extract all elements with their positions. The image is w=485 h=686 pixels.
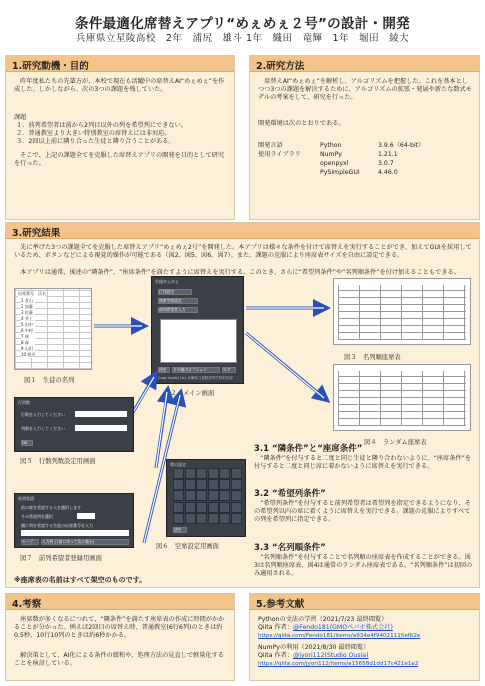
figure-1-spreadsheet	[14, 288, 92, 370]
seat-toggle-button[interactable]	[231, 490, 242, 501]
figure-6-seat-window	[166, 459, 246, 537]
section-4-finding: 座席数が多くなるにつれて、“隣条件”を満たす座席表の作成に時間がかかることが分かった。例えば2回目の席替え時、普通教室(6行6列)のときは約0.5秒、10行10列のときは約6秒かかる。	[14, 616, 225, 640]
seat-toggle-button[interactable]	[208, 490, 219, 501]
figure-6-caption: 図６ 空席設定用画面	[156, 543, 219, 550]
seat-toggle-button[interactable]	[185, 513, 196, 524]
figure-1-caption: 図１ 生徒の名列	[24, 377, 75, 384]
seat-toggle-button[interactable]	[196, 468, 207, 479]
subsection-3-1-title: 3.1 “隣条件”と“座席条件”	[254, 444, 363, 454]
env-version-3: 3.0.7	[378, 160, 394, 167]
env-version-4: 4.46.0	[378, 169, 398, 176]
reference-1-title: Pythonの文法の学習（2021/7/23 最終閲覧）	[258, 616, 388, 623]
fig1-rows	[21, 298, 35, 358]
seat-toggle-button[interactable]	[231, 502, 242, 513]
env-version-1: 3.9.6（64-bit）	[378, 142, 425, 149]
poster-authors: 兵庫県立星陵高校 2年 浦尻 雄斗 1年 織田 竜輝 1年 堀田 綾大	[75, 33, 410, 44]
fig7-label-2: その希望列を選択	[21, 514, 53, 519]
reference-1-url[interactable]: https://qiita.com/Fendo181/items/a934e4f94021115efb2e	[258, 633, 421, 639]
seat-toggle-button[interactable]	[173, 502, 184, 513]
figure-7-front-window	[14, 493, 134, 548]
env-row-4	[258, 169, 474, 177]
section-3-panel	[5, 222, 480, 588]
section-3-heading: 3.研究結果	[6, 223, 479, 239]
fig1-row: 9 山田	[21, 346, 33, 351]
section-1-intro: 昨年度私たちの先輩方が、本校で現在も活躍中の席替えAI“めぇめぇ”を作成した。しかしながら、次の3つの課題を残していた。	[14, 78, 225, 94]
fig5-col-input[interactable]	[75, 425, 127, 431]
env-row-1	[258, 142, 474, 150]
issues-title: 課題	[14, 114, 27, 121]
fig5-row-input[interactable]	[75, 411, 127, 417]
figure-2-main-window	[151, 276, 244, 384]
figure-4-caption: 図４ ランダム座席表	[364, 439, 427, 446]
figure-7-caption: 図７ 前列希望者登録用画面	[20, 555, 102, 562]
seat-toggle-button[interactable]	[185, 479, 196, 490]
fig7-label-1: 前の席を希望する人を選択します	[21, 505, 81, 510]
figure-4-random-table	[333, 364, 471, 431]
reference-1-author-link[interactable]: @Fendo181(GMOペパボ株式会社)	[293, 624, 393, 631]
reference-1-author-label: Qiita 作者：	[258, 624, 294, 631]
seat-toggle-button[interactable]	[196, 490, 207, 501]
fig1-row: 2 加藤	[21, 304, 33, 309]
section-3-conditions: 本アプリは通常、後述の“隣条件”、“座席条件”を満たすように席替えを実行する。このとき、さらに“希望列条件”や“名列順条件”を付け加えることもできる。	[14, 269, 460, 276]
seat-toggle-button[interactable]	[196, 513, 207, 524]
issue-2: ２．普通教室より大きい特別教室の席替えには非対応。	[16, 130, 171, 137]
seat-toggle-button[interactable]	[196, 502, 207, 513]
fig2-button-options[interactable]: その他のオプション	[172, 367, 220, 373]
env-name-2: NumPy	[320, 151, 342, 158]
fig1-row: 7 林	[21, 334, 29, 339]
seat-toggle-button[interactable]	[185, 490, 196, 501]
subsection-3-2-title: 3.2 “希望列条件”	[254, 489, 326, 499]
fig5-ok-button[interactable]: OK	[21, 440, 33, 446]
figure-2-caption: 図２ メイン画面	[164, 390, 215, 397]
seat-toggle-button[interactable]	[185, 502, 196, 513]
seat-toggle-button[interactable]	[173, 479, 184, 490]
subsection-3-2-text: “希望列条件”を付与すると前列希望者は希望列を指定できるようになり、その希望列以内の席に着くように席替えを実行できる。課題の克服によりすべての列を希望列に指定できる。	[254, 500, 471, 524]
figure-5-caption: 図５ 行数列数設定用画面	[20, 458, 96, 465]
reference-2-title: NumPyの利用（2021/8/30 最終閲覧）	[258, 644, 370, 651]
fig5-col-label: 列数を入力してください	[21, 426, 65, 431]
figure-3-caption: 図３ 名列順座席表	[344, 354, 401, 361]
issue-1: １．前列希望者は前から2列目以外の列を希望列にできない。	[16, 122, 187, 129]
section-4-heading: 4.考察	[6, 594, 234, 610]
section-2-env-intro: 開発環境は次のとおりである。	[258, 120, 345, 127]
fig1-row: 1 青山	[21, 298, 33, 303]
reference-2-author-link[interactable]: @jyori112(Studio Ousia)	[293, 652, 369, 659]
fig7-save-button[interactable]: セーブ	[21, 539, 39, 545]
fig1-row: 10 渡辺	[21, 352, 36, 357]
env-row-2	[258, 151, 474, 159]
reference-1-author	[258, 624, 474, 632]
fig1-header: 出席番号 氏名	[18, 291, 46, 296]
section-1-heading: 1.研究動機・目的	[6, 56, 234, 72]
seat-toggle-button[interactable]	[231, 468, 242, 479]
fig2-button-rowcol[interactable]: 行列設定	[158, 289, 192, 295]
seat-toggle-button[interactable]	[231, 513, 242, 524]
fig1-row: 8 森	[21, 340, 29, 345]
fig7-number-input[interactable]	[21, 530, 129, 536]
fig7-row-select[interactable]	[77, 513, 95, 519]
fig7-label-3: 順に列を希望する生徒の出席番号を入力	[21, 523, 93, 528]
fig7-window-title: 前列希望	[18, 496, 34, 501]
fig2-button-decide[interactable]: 決定	[158, 367, 170, 373]
section-5-heading: 5.参考文献	[250, 594, 479, 610]
section-2-heading: 2.研究方法	[250, 56, 479, 72]
poster-title: 条件最適化席替えアプリ“めぇめぇ２号”の設計・開発	[75, 16, 410, 32]
seat-toggle-button[interactable]	[219, 468, 230, 479]
seat-toggle-button[interactable]	[173, 490, 184, 501]
env-name-4: PySimpleGUI	[320, 169, 360, 176]
section-5-panel	[249, 593, 480, 681]
section-4-solution: 解決策として、AI化による条件の緩和や、処理方法の見直しで軽量化することを検討している。	[14, 652, 224, 668]
reference-2-author	[258, 652, 474, 660]
fictional-names-note: ※座席表の名前はすべて架空のものです。	[14, 576, 147, 584]
env-version-2: 1.21.1	[378, 151, 398, 158]
seat-toggle-button[interactable]	[208, 468, 219, 479]
fig1-row: 6 中村	[21, 328, 33, 333]
seat-toggle-button[interactable]	[196, 479, 207, 490]
section-1-goal: そこで、上記の課題全てを克服した席替えアプリの開発を目的として研究を行った。	[14, 152, 225, 168]
env-name-3: openpyxl	[320, 160, 349, 167]
seat-toggle-button[interactable]	[208, 479, 219, 490]
fig2-footer: Copy right(c) by 兵庫県立星陵高等学校科学部	[158, 376, 233, 380]
subsection-3-1-text: “隣条件”を付与すると二度と同じ生徒と隣り合わないように、“座席条件”を付与すると二度と同じ席に着かないように席替えを実行できる。	[254, 455, 472, 471]
seat-toggle-button[interactable]	[173, 468, 184, 479]
fig6-window-title: 席の設定	[170, 462, 186, 467]
fig2-button-front[interactable]: 前列希望者入力	[158, 307, 198, 313]
subsection-3-3-title: 3.3 “名列順条件”	[254, 543, 326, 553]
seat-toggle-button[interactable]	[185, 468, 196, 479]
seat-toggle-button[interactable]	[219, 490, 230, 501]
fig2-button-log[interactable]: ログ	[222, 367, 236, 373]
seat-toggle-button[interactable]	[173, 513, 184, 524]
figure-5-rowcol-window	[14, 397, 134, 452]
fig7-finish-button[interactable]: 入力終了(前に戻って次に進む)	[41, 539, 129, 545]
seat-toggle-button[interactable]	[219, 479, 230, 490]
fig2-button-seat[interactable]: 座席空席設定	[158, 298, 198, 304]
figure-3-ordered-table	[333, 278, 471, 345]
env-label-2: 使用ライブラリ	[258, 151, 301, 158]
fig1-row: 4 井上	[21, 316, 33, 321]
env-name-1: Python	[320, 142, 342, 149]
seat-toggle-button[interactable]	[208, 502, 219, 513]
fig5-window-title: 行列数	[18, 400, 30, 405]
reference-2-url[interactable]: https://qiita.com/jyori112/items/a15658d1dd17c421e1e2	[258, 661, 419, 667]
env-label-1: 開発言語	[258, 142, 283, 149]
issue-3: ３．2回以上前に隣り合った生徒と隣り合うことがある。	[16, 138, 175, 145]
seat-toggle-button[interactable]	[231, 479, 242, 490]
section-4-panel	[5, 593, 235, 681]
fig6-decide-button[interactable]: 決定	[173, 527, 187, 533]
fig5-row-label: 行数を入力してください	[21, 412, 65, 417]
fig2-window-title: 生徒めぇめぇ	[155, 279, 179, 284]
reference-2-author-label: Qiita 作者：	[258, 652, 294, 659]
seat-toggle-button[interactable]	[208, 513, 219, 524]
fig1-row: 3 佐藤	[21, 310, 33, 315]
section-1-panel	[5, 55, 235, 220]
fig2-output-area	[160, 319, 237, 363]
seat-toggle-button[interactable]	[219, 513, 230, 524]
section-2-method: 席替えAI“めぇめぇ”を解析し、アルゴリズムを把握した。これを基本としつつ3つの課題を解決するために、アルゴリズムの拡張・発展や新たな数式モデルの考案をして、研究を行った。	[258, 78, 472, 102]
fig1-row: 5 田中	[21, 322, 33, 327]
env-row-3	[258, 160, 474, 168]
subsection-3-3-text: “名列順条件”を付与することで名列順の座席表を作成することができる。図3は名列順座席表、図4は通常のランダム座席表である。“名列順条件”は初回のみ適用される。	[254, 554, 473, 578]
section-3-intro: 先に挙げた3つの課題全てを克服した席替えアプリ“めぇめぇ2号”を開発した。本アプリは様々な条件を付けて席替えを実行することができ、加えてGUIを採用しているため、ボタンなどによる視覚的操作が可能である（図2、図5、図6、図7）。また、課題の克服により座席表サイズを自由に設定できる。	[14, 244, 472, 260]
seat-toggle-button[interactable]	[219, 502, 230, 513]
fig6-seat-grid	[173, 468, 243, 524]
section-2-panel	[249, 55, 480, 220]
